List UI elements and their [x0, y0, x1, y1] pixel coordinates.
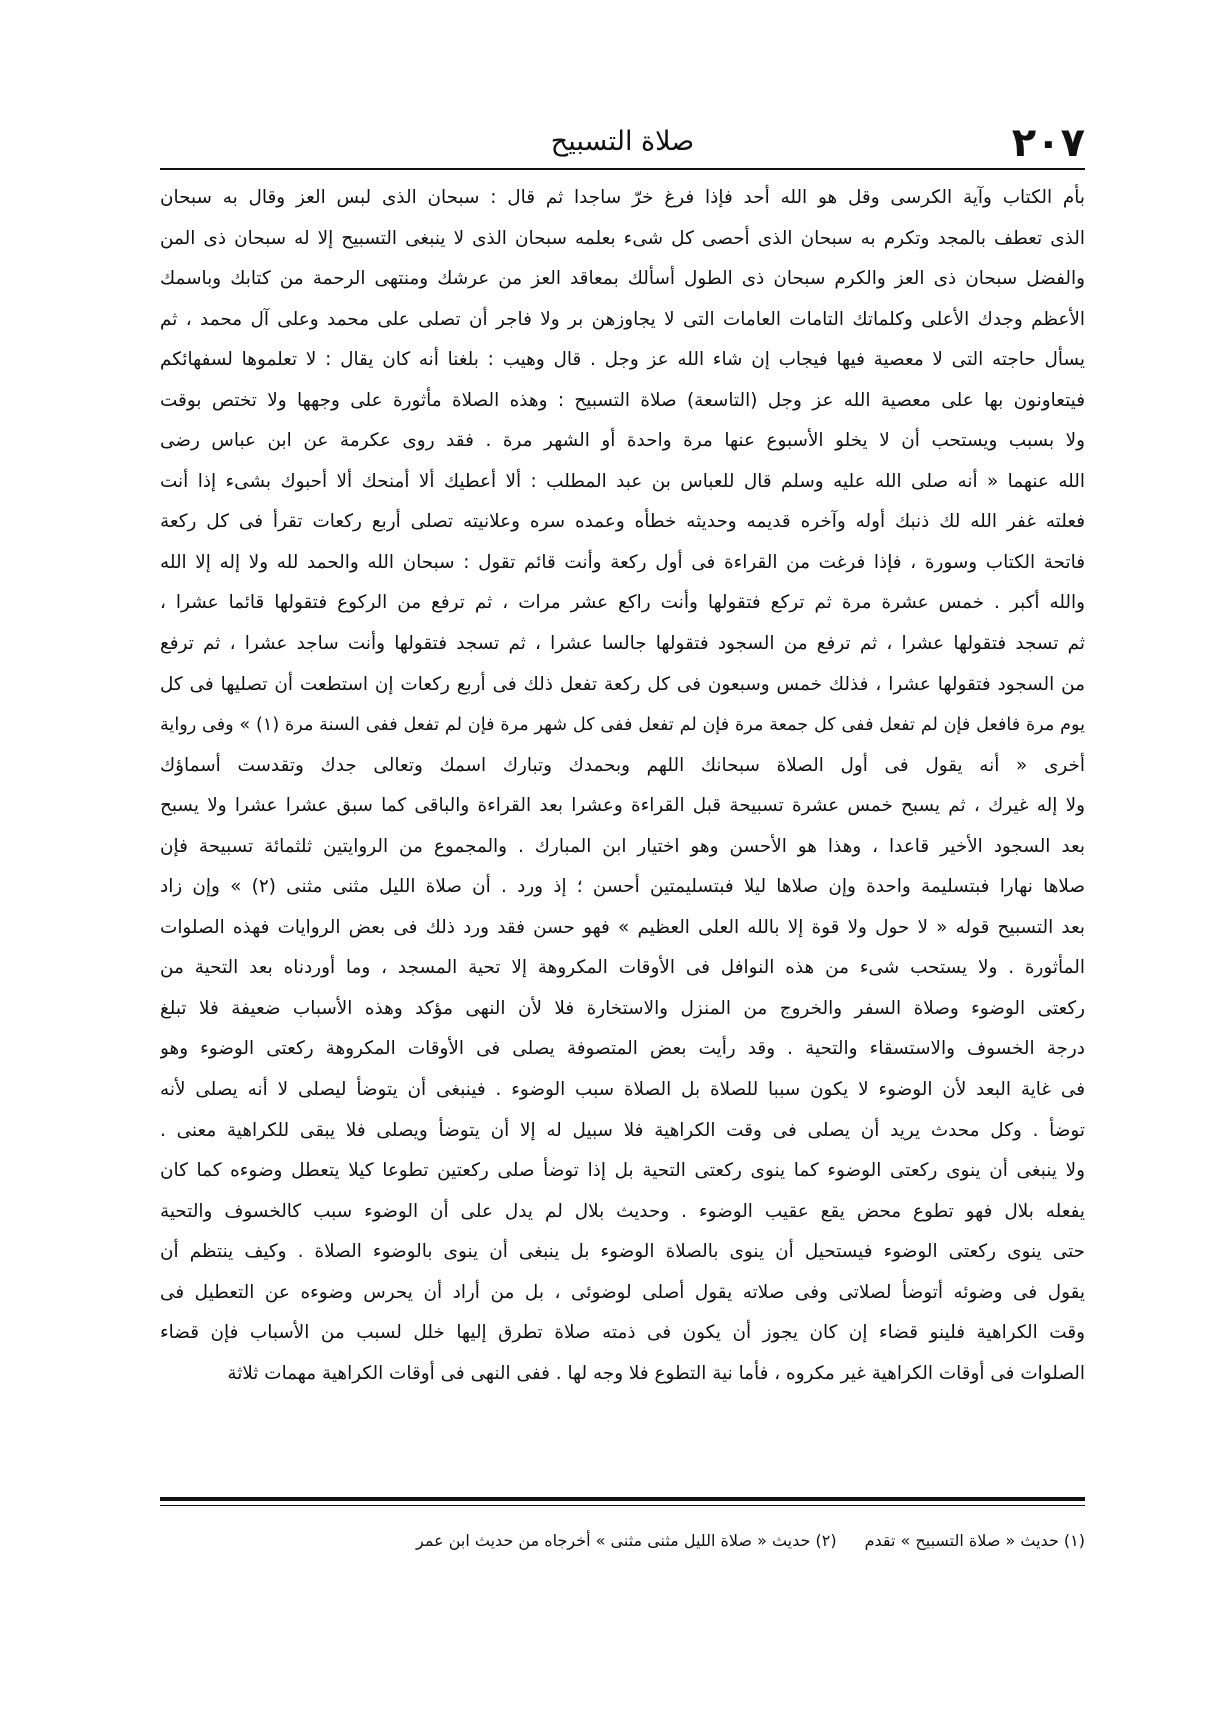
text-line: صلاها نهارا فبتسليمة واحدة وإن صلاها ليلا فبتسليمتين أحسن ؛ إذ ورد . أن صلاة الليل مثنى مثنى (٢) » وإن زاد — [160, 876, 1085, 898]
text-line: الله عنهما « أنه صلى الله عليه وسلم قال للعباس بن عبد المطلب : ألا أعطيك ألا أمنحك ألا أحبوك بشىء إذا أنت — [160, 470, 1085, 492]
text-line: يقول فى وضوئه أتوضأ لصلاتى وفى صلاته يقول أصلى لوضوئى ، بل من أراد أن يحرس وضوءه عن التعطيل فى — [160, 1281, 1085, 1303]
text-line: أخرى « أنه يقول فى أول الصلاة سبحانك اللهم وبحمدك وتبارك اسمك وتعالى جدك وتقدست أسماؤك — [160, 754, 1085, 776]
text-line: الصلوات فى أوقات الكراهية غير مكروه ، فأما نية التطوع فلا وجه لها . ففى النهى فى أوقات الكراهية مهمات ثلاثة — [227, 1362, 1085, 1384]
text-line: ولا ينبغى أن ينوى ركعتى الوضوء كما ينوى ركعتى التحية بل إذا توضأ صلى ركعتين تطوعا كيلا يتعطل وضوءه كما كان — [160, 1160, 1085, 1182]
text-line: درجة الخسوف والاستسقاء والتحية . وقد رأيت بعض المتصوفة يصلى فى الأوقات المكروهة ركعتى الوضوء وهو — [160, 1038, 1085, 1060]
header-rule — [160, 168, 1085, 170]
page-header — [160, 118, 1085, 168]
text-line: الذى تعطف بالمجد وتكرم به سبحان الذى أحصى كل شىء بعلمه سبحان الذى لا ينبغى التسبيح إلا له سبحان ذى المن — [160, 227, 1085, 249]
text-line: يوم مرة فافعل فإن لم تفعل ففى كل جمعة مرة فإن لم تفعل ففى كل شهر مرة فإن لم تفعل ففى السنة مرة (١) » وفى رواية — [160, 715, 1085, 736]
text-line: فى غاية البعد لأن الوضوء لا يكون سببا للصلاة بل الصلاة سبب الوضوء . فينبغى أن يتوضأ ليصلى لا أنه يصلى لأنه — [160, 1079, 1085, 1101]
text-line: والله أكبر . خمس عشرة مرة ثم تركع فتقولها وأنت راكع عشر مرات ، ثم ترفع من الركوع فتقولها قائما عشرا ، — [160, 592, 1085, 614]
text-line: بأم الكتاب وآية الكرسى وقل هو الله أحد فإذا فرغ خرّ ساجدا ثم قال : سبحان الذى لبس العز وقال به سبحان — [160, 187, 1085, 208]
footnote-separator — [160, 1497, 1085, 1501]
page-number: ٢٠٧ — [1011, 120, 1085, 166]
text-line: الأعظم وجدك الأعلى وكلماتك التامات العامات التى لا يجاوزهن بر ولا فاجر أن تصلى على محمد وعلى آل محمد ، ثم — [160, 308, 1085, 330]
text-line: المأثورة . ولا يستحب شىء من هذه النوافل فى الأوقات المكروهة إلا تحية المسجد ، وما أوردناه بعد التحية من — [160, 957, 1085, 979]
text-line: فعلته غفر الله لك ذنبك أوله وآخره قديمه وحديثه خطأه وعمده سره وعلانيته تصلى أربع ركعات تقرأ فى كل ركعة — [160, 511, 1085, 533]
text-line: ركعتى الوضوء وصلاة السفر والخروج من المنزل والاستخارة فلا لأن النهى مؤكد وهذه الأسباب ضعيفة فلا تبلغ — [160, 997, 1085, 1019]
text-line: يسأل حاجته التى لا معصية فيها فيجاب إن شاء الله عز وجل . قال وهيب : بلغنا أنه كان يقال : لا تعلموها لسفهائكم — [160, 349, 1085, 371]
running-title: صلاة التسبيح — [550, 126, 695, 157]
text-line: والفضل سبحان ذى العز والكرم سبحان ذى الطول أسألك بمعاقد العز من عرشك ومنتهى الرحمة من كتابك وباسمك — [160, 268, 1085, 290]
footnote-2: (٢) حديث « صلاة الليل مثنى مثنى » أخرجاه من حديث ابن عمر — [416, 1531, 837, 1550]
footnote-separator-thin — [160, 1505, 1085, 1506]
text-line: ولا إله غيرك ، ثم يسبح خمس عشرة تسبيحة قبل القراءة وعشرا بعد القراءة والباقى كما سبق عشرا عشرا ولا يسبح — [160, 795, 1085, 817]
main-text — [160, 178, 1085, 1394]
text-line: بعد السجود الأخير قاعدا ، وهذا هو الأحسن وهو اختيار ابن المبارك . والمجموع من الروايتين ثلثمائة تسبيحة فإن — [160, 835, 1085, 857]
text-line: حتى ينوى ركعتى الوضوء فيستحيل أن ينوى بالصلاة الوضوء بل ينبغى أن ينوى بالوضوء الصلاة . وكيف ينتظم أن — [160, 1241, 1085, 1263]
footnote-1: (١) حديث « صلاة التسبيح » تقدم — [864, 1531, 1085, 1550]
text-line: بعد التسبيح قوله « لا حول ولا قوة إلا بالله العلى العظيم » فهو حسن فقد ورد ذلك فى بعض الروايات فهذه الصلوات — [160, 916, 1085, 938]
footnotes — [300, 1523, 1085, 1559]
text-line: ثم تسجد فتقولها عشرا ، ثم ترفع من السجود فتقولها جالسا عشرا ، ثم تسجد فتقولها وأنت ساجد عشرا ، ثم ترفع — [160, 633, 1085, 655]
text-line: من السجود فتقولها عشرا ، فذلك خمس وسبعون فى كل ركعة تفعل ذلك فى أربع ركعات إن استطعت أن تصليها فى كل — [160, 673, 1085, 695]
text-line: وقت الكراهية فلينو قضاء إن كان يجوز أن يكون فى ذمته صلاة تطرق إليها خلل لسبب من الأسباب فإن قضاء — [160, 1322, 1085, 1344]
text-line: يفعله بلال فهو تطوع محض يقع عقيب الوضوء . وحديث بلال لم يدل على أن الوضوء سبب كالخسوف والتحية — [160, 1200, 1085, 1222]
text-line: فاتحة الكتاب وسورة ، فإذا فرغت من القراءة فى أول ركعة وأنت قائم تقول : سبحان الله والحمد لله ولا إله إلا الله — [160, 551, 1085, 573]
text-line: فيتعاونون بها على معصية الله عز وجل (التاسعة) صلاة التسبيح : وهذه الصلاة مأثورة على وجهها ولا تختص بوقت — [160, 389, 1085, 411]
text-line: توضأ . وكل محدث يريد أن يصلى فى وقت الكراهية فلا سبيل له إلا أن يتوضأ ويصلى فلا يبقى للكراهية معنى . — [160, 1119, 1085, 1141]
text-line: ولا بسبب ويستحب أن لا يخلو الأسبوع عنها مرة واحدة أو الشهر مرة . فقد روى عكرمة عن ابن عباس رضى — [160, 430, 1085, 452]
